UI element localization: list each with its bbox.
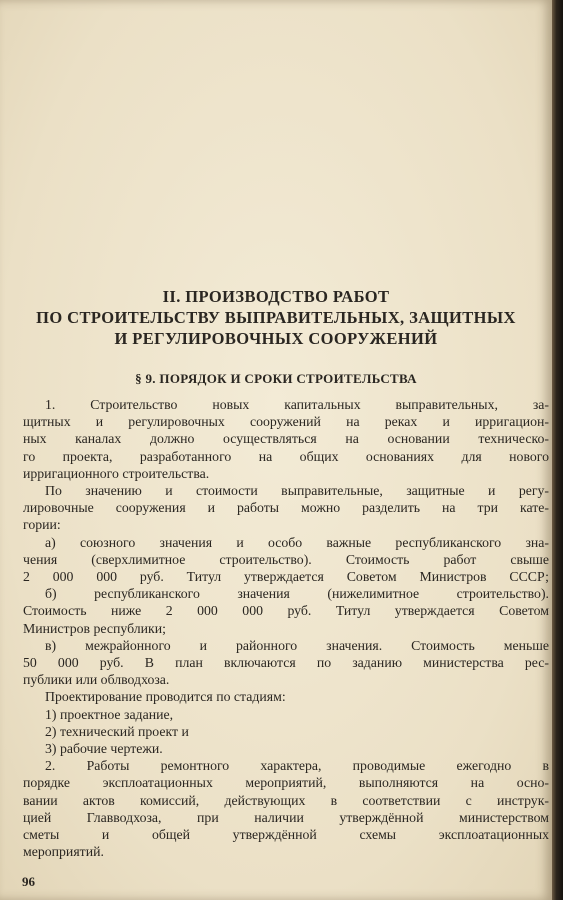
text-line: ных каналах должно осуществляться на основании техническо- [23,431,549,447]
text-line: публики или облводхоза. [23,672,170,688]
chapter-subtitle-line-1: ПО СТРОИТЕЛЬСТВУ ВЫПРАВИТЕЛЬНЫХ, ЗАЩИТНЫХ [36,308,516,327]
text-line: 50 000 руб. В план включаются по заданию министерства рес- [23,655,549,671]
body-text [23,396,549,860]
page-number: 96 [22,874,35,889]
text-line: цией Главводхоза, при наличии утверждённой министерством [23,809,549,825]
text-line: 2) технический проект и [45,723,189,739]
text-line: вании актов комиссий, действующих в соответствии с инструк- [23,792,549,808]
text-line: 2 000 000 руб. Титул утверждается Советом Министров СССР; [23,569,549,585]
text-line: гории: [23,517,61,533]
text-line: Проектирование проводится по стадиям: [45,689,286,705]
text-line: б) республиканского значения (нижелимитное строительство). [45,586,549,602]
text-line: чения (сверхлимитное строительство). Стоимость работ свыше [23,551,549,567]
text-line: ирригационного строительства. [23,465,210,481]
text-line: порядке эксплоатационных мероприятий, выполняются на осно- [23,775,549,791]
chapter-title: II. ПРОИЗВОДСТВО РАБОТ [162,287,390,306]
text-line: сметы и общей утверждённой схемы эксплоатационных [23,827,549,843]
heading-block [0,286,552,387]
text-line: 3) рабочие чертежи. [45,741,163,757]
text-line: а) союзного значения и особо важные республиканского зна- [45,534,549,550]
text-line: 1) проектное задание, [45,706,174,722]
text-line: го проекта, разработанного на общих основаниях для нового [23,448,549,464]
text-line: Министров республики; [23,620,166,636]
text-line: щитных и регулировочных сооружений на реках и ирригацион- [23,414,549,430]
text-line: 2. Работы ремонтного характера, проводимые ежегодно в [45,758,549,774]
book-edge [552,0,563,900]
text-line: По значению и стоимости выправительные, защитные и регу- [45,483,549,499]
chapter-subtitle-line-2: И РЕГУЛИРОВОЧНЫХ СООРУЖЕНИЙ [114,329,438,348]
text-line: в) межрайонного и районного значения. Стоимость меньше [45,637,549,653]
text-line: лировочные сооружения и работы можно разделить на три кате- [23,500,549,516]
text-line: 1. Строительство новых капитальных выправительных, за- [45,397,549,412]
text-line: мероприятий. [23,844,104,860]
text-line: Стоимость ниже 2 000 000 руб. Титул утверждается Советом [23,603,549,619]
section-heading: § 9. ПОРЯДОК И СРОКИ СТРОИТЕЛЬСТВА [135,371,417,386]
